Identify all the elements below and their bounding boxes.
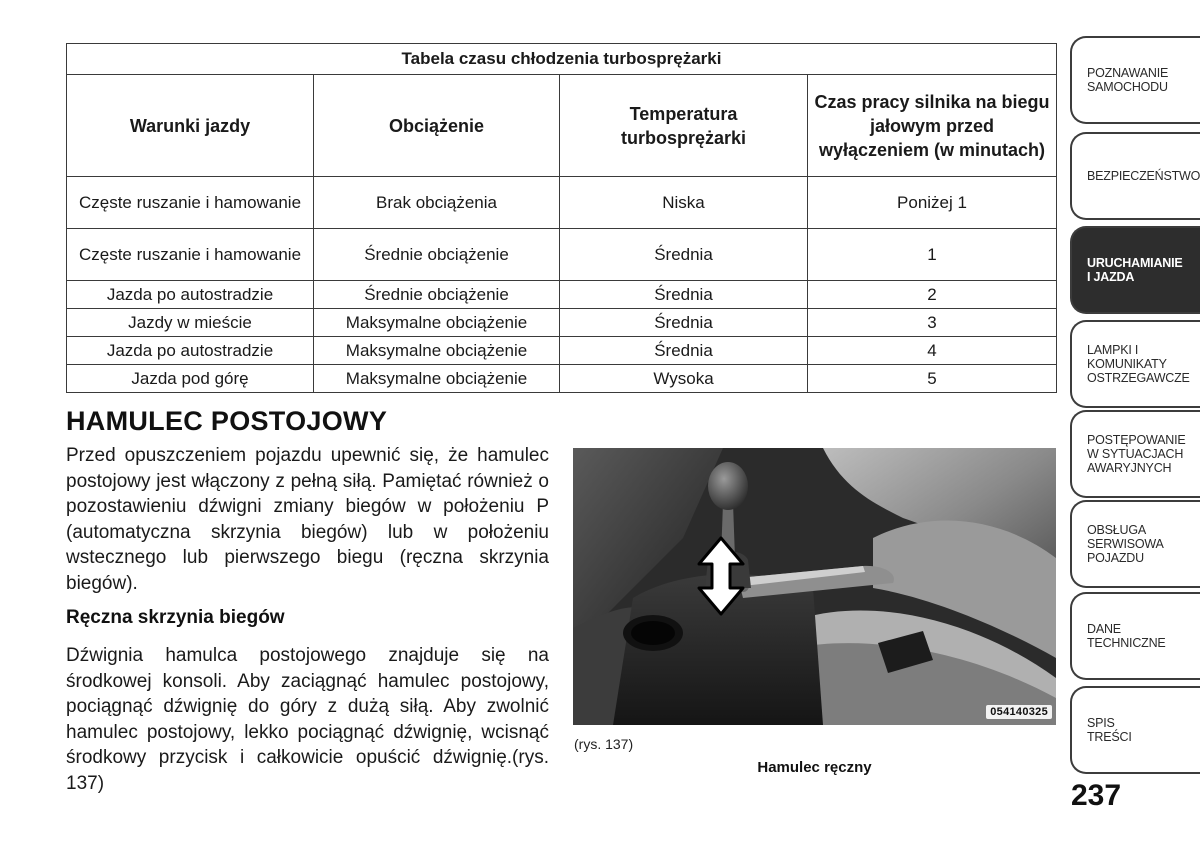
section-title: HAMULEC POSTOJOWY: [66, 406, 388, 436]
table-cell: Częste ruszanie i hamowanie: [67, 229, 314, 281]
table-row: [67, 281, 1057, 309]
turbo-cooling-table: [66, 43, 1057, 393]
instructions-paragraph: Dźwignia hamulca postojowego znajduje się na środkowej konsoli. Aby zaciągnąć hamulec postojowy, pociągnąć dźwignię do góry z dużą siłą. Aby zwolnić hamulec postojowy, lekko pociągnąć dźwignię, wcisnąć środkowy przycisk i całkowicie opuścić dźwignię.(rys. 137): [66, 645, 549, 794]
table-cell: Częste ruszanie i hamowanie: [67, 177, 314, 229]
table-cell: 2: [808, 281, 1057, 309]
table-cell: Maksymalne obciążenie: [314, 309, 560, 337]
tab-uruchamianie-i-jazda[interactable]: URUCHAMIANIE I JAZDA: [1070, 226, 1200, 314]
table-cell: Średnia: [560, 337, 808, 365]
figure-caption: Hamulec ręczny: [757, 759, 872, 776]
table-cell: 3: [808, 309, 1057, 337]
table-cell: Maksymalne obciążenie: [314, 337, 560, 365]
parking-brake-illustration: [573, 448, 1056, 725]
header-driving-conditions: Warunki jazdy: [67, 75, 314, 177]
table-cell: 4: [808, 337, 1057, 365]
table-cell: Niska: [560, 177, 808, 229]
page-number: 237: [1071, 779, 1122, 812]
table-row: [67, 365, 1057, 393]
header-turbo-temperature: Temperatura turbosprężarki: [560, 75, 808, 177]
tab-lampki-i-komunikaty[interactable]: LAMPKI I KOMUNIKATY OSTRZEGAWCZE: [1070, 320, 1200, 408]
table-row: [67, 309, 1057, 337]
table-caption: Tabela czasu chłodzenia turbosprężarki: [67, 44, 1057, 75]
table-cell: Średnie obciążenie: [314, 281, 560, 309]
table-cell: Wysoka: [560, 365, 808, 393]
table-cell: Maksymalne obciążenie: [314, 365, 560, 393]
table-row: [67, 229, 1057, 281]
table-cell: Średnia: [560, 229, 808, 281]
table-cell: Jazda pod górę: [67, 365, 314, 393]
tab-obsluga-serwisowa[interactable]: OBSŁUGA SERWISOWA POJAZDU: [1070, 500, 1200, 588]
header-load: Obciążenie: [314, 75, 560, 177]
subsection-title: Ręczna skrzynia biegów: [66, 607, 285, 628]
table-row: [67, 337, 1057, 365]
table-row: [67, 177, 1057, 229]
intro-paragraph: Przed opuszczeniem pojazdu upewnić się, że hamulec postojowy jest włączony z pełną siłą. Pamiętać również o pozostawieniu dźwigni zmiany biegów w położeniu P (automatyczna skrzynia biegów) lub w położeniu wstecznego lub pierwszego biegu (ręczna skrzynia biegów).: [66, 445, 549, 594]
table-cell: Jazda po autostradzie: [67, 337, 314, 365]
figure-reference: (rys. 137): [574, 736, 634, 752]
parking-brake-photo: [573, 448, 1056, 725]
tab-postepowanie-awaryjne[interactable]: POSTĘPOWANIE W SYTUACJACH AWARYJNYCH: [1070, 410, 1200, 498]
table-cell: Jazdy w mieście: [67, 309, 314, 337]
tab-dane-techniczne[interactable]: DANE TECHNICZNE: [1070, 592, 1200, 680]
table-cell: Średnia: [560, 309, 808, 337]
figure-code: 054140325: [986, 705, 1052, 719]
tab-spis-tresci[interactable]: SPIS TREŚCI: [1070, 686, 1200, 774]
table-cell: Brak obciążenia: [314, 177, 560, 229]
table-cell: Średnie obciążenie: [314, 229, 560, 281]
table-cell: 1: [808, 229, 1057, 281]
tab-poznawanie-samochodu[interactable]: POZNAWANIE SAMOCHODU: [1070, 36, 1200, 124]
tab-bezpieczenstwo[interactable]: BEZPIECZEŃSTWO: [1070, 132, 1200, 220]
table-cell: Poniżej 1: [808, 177, 1057, 229]
header-idle-time: Czas pracy silnika na biegu jałowym przed wyłączeniem (w minutach): [808, 75, 1057, 177]
table-cell: 5: [808, 365, 1057, 393]
table-cell: Jazda po autostradzie: [67, 281, 314, 309]
table-cell: Średnia: [560, 281, 808, 309]
